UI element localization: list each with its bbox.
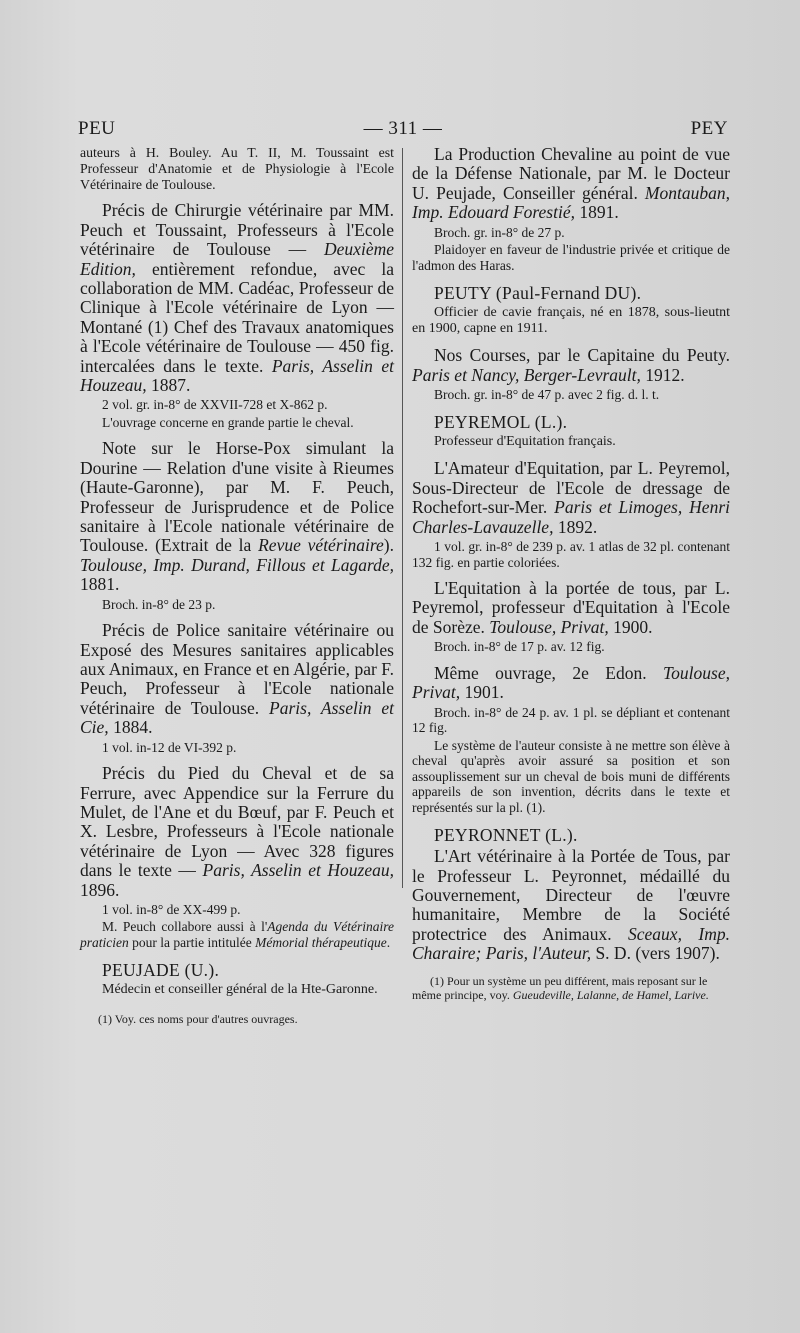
entry-equitation-portee [412,579,730,655]
author-heading: PEYRONNET (L.). [434,825,578,846]
footnote: (1) Pour un système un peu différent, mais reposant sur le même principe, voy. Gueudeville, Lalanne, de Hamel, Larive. [412,973,709,1002]
entry-title: Précis de Police sanitaire vétérinaire ou Exposé des Mesures sanitaires applicables aux Animaux, en France et en Algérie, par F. Peuch, Professeur à l'Ecole nationale vétérinaire de Toulouse. Paris, Asselin et Cie, 1884. [80,620,394,738]
author-description: Professeur d'Equitation français. [434,434,616,450]
entry-title: Note sur le Horse-Pox simulant la Dourine — Relation d'une visite à Rieumes (Haute-Garonne), par M. F. Peuch, Professeur de Jurisprudence et de Police sanitaire à l'Ecole nationale vétérinaire de Toulouse. (Extrait de la Revue vétérinaire). Toulouse, Imp. Durand, Fillous et Lagarde, 1881. [80,438,394,595]
entry-detail: 1 vol. in-8° de XX-499 p. [102,901,241,917]
entry-title: L'Art vétérinaire à la Portée de Tous, par le Professeur L. Peyronnet, médaillé du Gouvernement, Directeur de l'œuvre humanitaire, Membre de la Société protectrice des Animaux. Sceaux, Imp. Charaire; Paris, l'Auteur, S. D. (vers 1907). [412,846,730,964]
entry-detail: Broch. in-8° de 23 p. [102,596,216,612]
entry-nos-courses [412,346,730,402]
entry-detail: Broch. in-8° de 17 p. av. 12 fig. [434,639,605,655]
entry-title: La Production Chevaline au point de vue de la Défense Nationale, par M. le Docteur U. Peujade, Conseiller général. Montauban, Imp. Edouard Forestié, 1891. [412,144,730,223]
entry-title: L'Amateur d'Equitation, par L. Peyremol, Sous-Directeur de l'Ecole de dressage de Rochefort-sur-Mer. Paris et Limoges, Henri Charles-Lavauzelle, 1892. [412,458,730,537]
entry-title: Précis de Chirurgie vétérinaire par MM. Peuch et Toussaint, Professeurs à l'Ecole vétérinaire de Toulouse — Deuxième Edition, entièrement refondue, avec la collaboration de MM. Cadéac, Professeur de Clinique à l'Ecole vétérinaire de Lyon — Montané (1) Chef des Travaux anatomiques à l'Ecole vétérinaire de Toulouse — 450 fig. intercalées dans le texte. Paris, Asselin et Houzeau, 1887. [80,200,394,396]
author-description: Officier de cavie français, né en 1878, sous-lieutnt en 1900, capne en 1911. [412,305,730,337]
entry-title: Même ouvrage, 2e Edon. Toulouse, Privat, 1901. [412,662,730,703]
entry-note: M. Peuch collabore aussi à l'Agenda du Vétérinaire praticien pour la partie intitulée Mémorial thérapeutique. [80,919,394,950]
entry-title: Nos Courses, par le Capitaine du Peuty. Paris et Nancy, Berger-Levrault, 1912. [412,345,730,385]
running-head-right: PEY [690,118,728,139]
entry-horse-pox [80,439,394,612]
entry-detail: Broch. gr. in-8° de 27 p. [434,224,565,240]
continuation-text: auteurs à H. Bouley. Au T. II, M. Toussaint est Professeur d'Anatomie et de Physiologie à l'Ecole Vétérinaire de Toulouse. [80,145,394,192]
entry-note: L'ouvrage concerne en grande partie le cheval. [102,414,354,430]
entry-detail: 1 vol. gr. in-8° de 239 p. av. 1 atlas de 32 pl. contenant 132 fig. en partie coloriées. [412,539,730,570]
running-head-left: PEU [78,118,116,139]
running-head [78,118,728,142]
entry-note: Le système de l'auteur consiste à ne mettre son élève à cheval qu'après avoir assuré sa position et son assouplissement sur un cheval de bois muni de différents appareils de son invention, décrits dans le texte et représentés sur la pl. (1). [412,737,730,815]
entry-art-veterinaire [412,847,730,963]
entry-title: Précis du Pied du Cheval et de sa Ferrure, avec Appendice sur la Ferrure du Mulet, de l'Ane et du Bœuf, par F. Peuch et X. Lesbre, Professeurs à l'Ecole nationale vétérinaire de Lyon — Avec 328 figures dans le texte — Paris, Asselin et Houzeau, 1896. [80,763,394,900]
page-number: — 311 — [363,118,443,139]
entry-detail: Broch. in-8° de 24 p. av. 1 pl. se dépliant et contenant 12 fig. [412,704,730,736]
entry-detail: Broch. gr. in-8° de 47 p. avec 2 fig. d. l. t. [434,386,660,402]
left-column [80,145,394,1026]
entry-meme-ouvrage [412,664,730,815]
author-heading: PEUJADE (U.). [102,960,220,981]
entry-pied-du-cheval [80,764,394,950]
entry-detail: 2 vol. gr. in-8° de XXVII-728 et X-862 p. [102,397,328,413]
entry-police-sanitaire [80,621,394,755]
entry-precis-chirurgie [80,201,394,430]
column-divider [402,148,403,888]
author-description: Médecin et conseiller général de la Hte-Garonne. [102,982,378,998]
author-heading: PEUTY (Paul-Fernand DU). [434,283,642,304]
entry-detail: 1 vol. in-12 de VI-392 p. [102,739,237,755]
entry-title: L'Equitation à la portée de tous, par L. Peyremol, professeur d'Equitation à l'Ecole de Sorèze. Toulouse, Privat, 1900. [412,578,730,637]
entry-production-chevaline [412,145,730,273]
author-heading: PEYREMOL (L.). [434,412,568,433]
right-column [412,145,730,1002]
footnote: (1) Voy. ces noms pour d'autres ouvrages. [98,1012,298,1027]
entry-note: Plaidoyer en faveur de l'industrie privée et critique de l'admon des Haras. [412,242,730,273]
entry-amateur-equitation [412,459,730,570]
